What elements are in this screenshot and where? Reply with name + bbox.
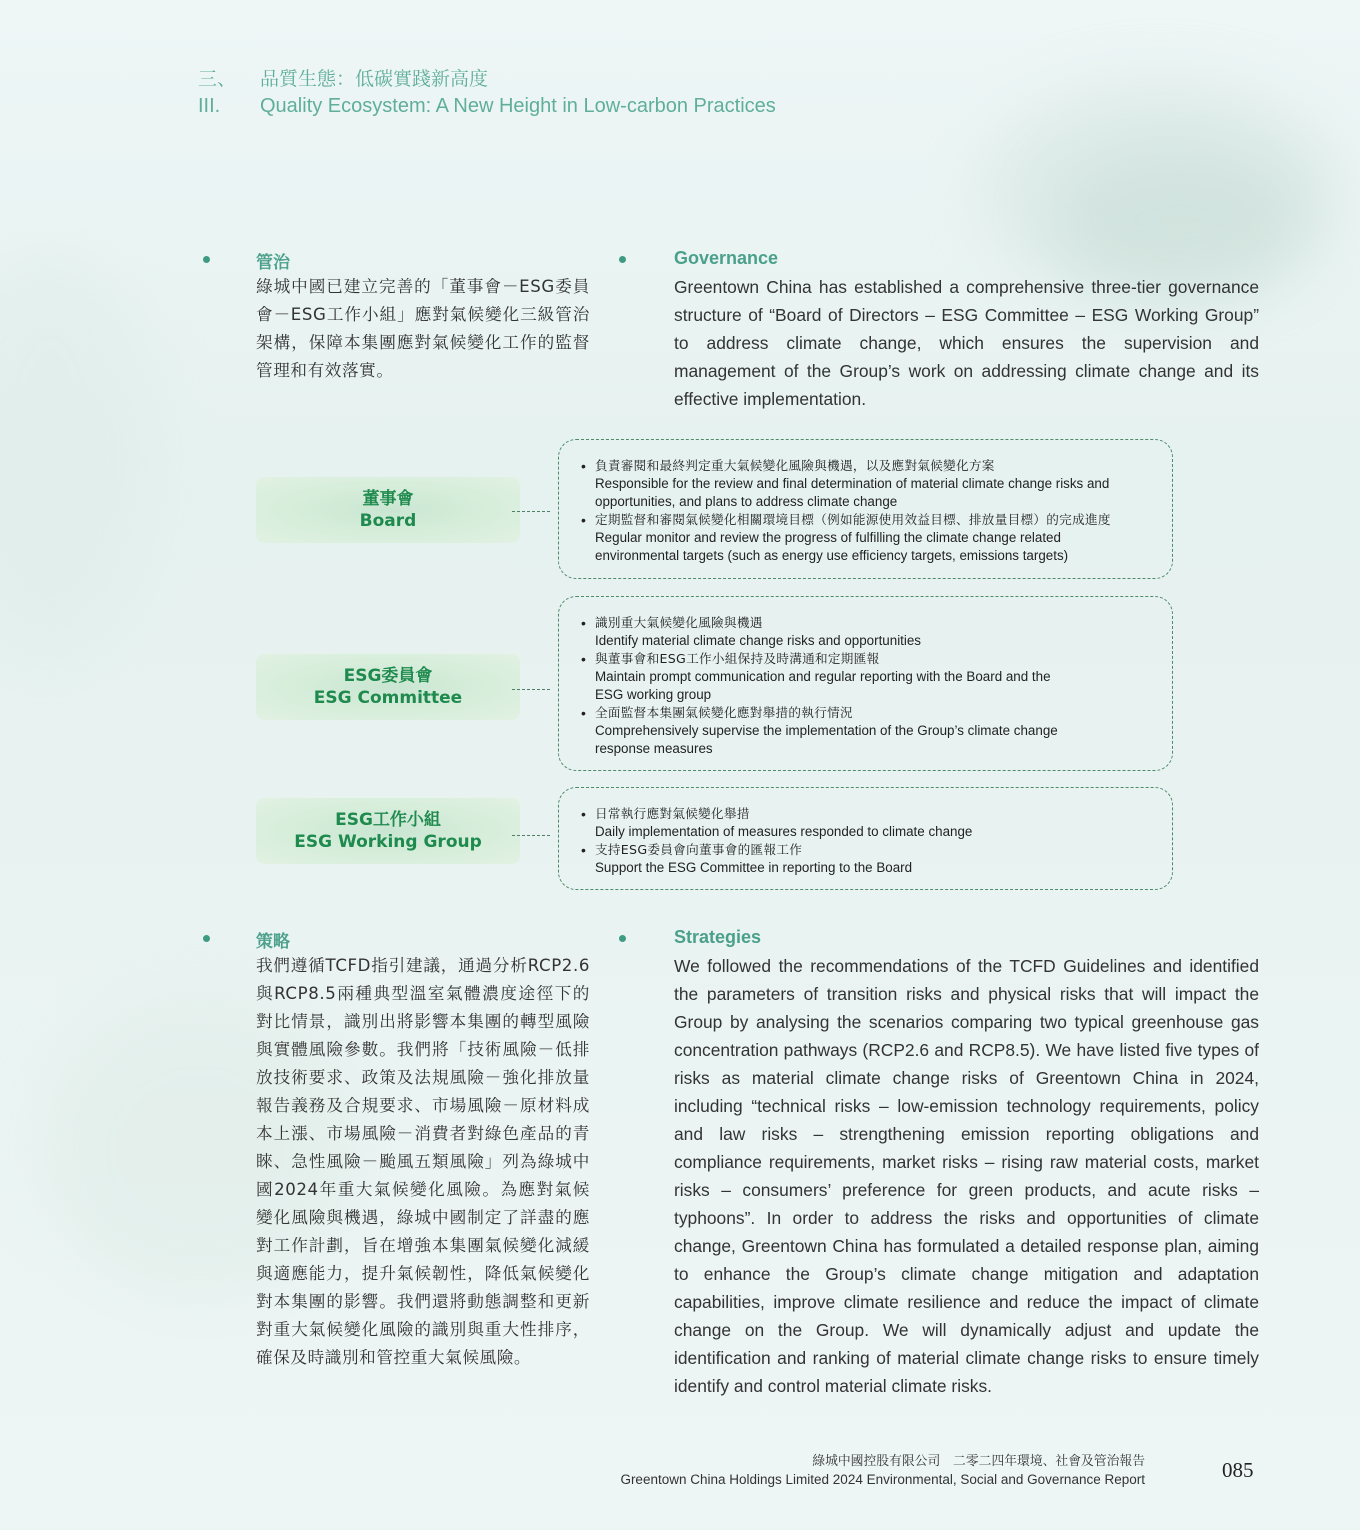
duty-item — [595, 614, 1156, 650]
governance-zh-bullet — [203, 256, 210, 263]
tier-committee-en: ESG Committee — [313, 688, 463, 708]
duty-item — [595, 511, 1156, 565]
tier-committee-pill — [256, 654, 520, 720]
footer-en: Greentown China Holdings Limited 2024 Environmental, Social and Governance Report — [620, 1472, 1145, 1487]
tier-board-pill — [256, 477, 520, 543]
header-en-number: III. — [198, 95, 221, 117]
duty-en: Regular monitor and review the progress of fulfilling the climate change related environmental targets (such as energy use efficiency targets, emissions targets) — [595, 530, 1069, 563]
tier-committee-connector — [512, 689, 550, 690]
strategies-zh-heading: 策略 — [256, 932, 290, 952]
header-zh-row — [198, 64, 776, 91]
tier-working-group-pill — [256, 798, 520, 864]
duty-zh: • 負責審閱和最終判定重大氣候變化風險與機遇，以及應對氣候變化方案 — [595, 458, 995, 473]
duty-item — [595, 841, 1156, 877]
tier-board-en: Board — [359, 511, 417, 531]
header-en-row — [198, 95, 776, 118]
footer-zh: 綠城中國控股有限公司 二零二四年環境、社會及管治報告 — [812, 1454, 1145, 1469]
strategies-en-heading: Strategies — [674, 927, 762, 947]
duty-zh: • 定期監督和審閱氣候變化相關環境目標（例如能源使用效益目標、排放量目標）的完成進度 — [595, 512, 1111, 527]
tier-board-zh: 董事會 — [362, 489, 414, 509]
duty-en: Support the ESG Committee in reporting to the Board — [595, 860, 913, 875]
tier-board-connector — [512, 511, 550, 512]
duty-item — [595, 650, 1156, 704]
tier-committee-zh: ESG委員會 — [343, 666, 433, 686]
duty-en: Daily implementation of measures responded to climate change — [595, 824, 973, 839]
strategies-zh-text: 我們遵循TCFD指引建議，通過分析RCP2.6與RCP8.5兩種典型溫室氣體濃度途徑下的對比情景，識別出將影響本集團的轉型風險與實體風險參數。我們將「技術風險－低排放技術要求、政策及法規風險－強化排放量報告義務及合規要求、市場風險－原材料成本上漲、市場風險－消費者對綠色產品的青睞、急性風險－颱風五類風險」列為綠城中國2024年重大氣候變化風險。為應對氣候變化風險與機遇，綠城中國制定了詳盡的應對工作計劃，旨在增強本集團氣候變化減緩與適應能力，提升氣候韌性，降低氣候變化對本集團的影響。我們還將動態調整和更新對重大氣候變化風險的識別與重大性排序，確保及時識別和管控重大氣候風險。 — [256, 956, 590, 1367]
section-header — [198, 64, 776, 118]
report-footer — [620, 1453, 1145, 1489]
duty-en: Maintain prompt communication and regular reporting with the Board and the ESG working group — [595, 669, 1051, 702]
tier-working-group-zh: ESG工作小組 — [335, 810, 441, 830]
governance-en-bullet — [619, 256, 626, 263]
duty-zh: • 支持ESG委員會向董事會的匯報工作 — [595, 842, 803, 857]
duty-zh: • 與董事會和ESG工作小組保持及時溝通和定期匯報 — [595, 651, 880, 666]
governance-en-heading: Governance — [674, 248, 779, 268]
duty-item — [595, 704, 1156, 758]
header-zh-title: 品質生態：低碳實踐新高度 — [260, 69, 489, 90]
duty-zh: • 全面監督本集團氣候變化應對舉措的執行情況 — [595, 705, 853, 720]
tier-working-group-en: ESG Working Group — [294, 832, 482, 852]
duty-item — [595, 805, 1156, 841]
page-number: 085 — [1222, 1458, 1254, 1482]
governance-en-text: Greentown China has established a comprehensive three-tier governance structure of “Board of Directors – ESG Committee – ESG Working Group” to address climate change, which ensures the supervision and management of the Group’s work on addressing climate change and its effective implementation. — [674, 277, 1259, 409]
duty-en: Comprehensively supervise the implementation of the Group’s climate change response measures — [595, 723, 1058, 756]
governance-zh-text: 綠城中國已建立完善的「董事會－ESG委員會－ESG工作小組」應對氣候變化三級管治架構，保障本集團應對氣候變化工作的監督管理和有效落實。 — [256, 277, 590, 380]
header-zh-number: 三、 — [198, 69, 237, 90]
duty-en: Responsible for the review and final determination of material climate change risks and opportunities, and plans to address climate change — [595, 476, 1110, 509]
tier-working-group-duties — [558, 787, 1173, 890]
tier-committee-duties — [558, 596, 1173, 771]
governance-zh-heading: 管治 — [256, 253, 290, 273]
duty-zh: • 日常執行應對氣候變化舉措 — [595, 806, 750, 821]
strategies-en-bullet — [619, 935, 626, 942]
strategies-zh-bullet — [203, 935, 210, 942]
duty-zh: • 識別重大氣候變化風險與機遇 — [595, 615, 763, 630]
header-en-title: Quality Ecosystem: A New Height in Low-carbon Practices — [260, 95, 776, 117]
tier-working-group-connector — [512, 835, 550, 836]
duty-en: Identify material climate change risks and opportunities — [595, 633, 922, 648]
tier-board-duties — [558, 439, 1173, 579]
strategies-en-text: We followed the recommendations of the TCFD Guidelines and identified the parameters of transition risks and physical risks that will impact the Group by analysing the scenarios comparing two typical greenhouse gas concentration pathways (RCP2.6 and RCP8.5). We have listed five types of risks as material climate change risks of Greentown China in 2024, including “technical risks – low-emission technology requirements, policy and law risks – strengthening emission reporting obligations and compliance requirements, market risks – rising raw material costs, market risks – consumers’ preference for green products, and acute risks – typhoons”. In order to address the risks and opportunities of climate change, Greentown China has formulated a detailed response plan, aiming to enhance the Group’s climate change mitigation and adaptation capabilities, improve climate resilience and reduce the impact of climate change on the Group. We will dynamically adjust and update the identification and ranking of material climate change risks to ensure timely identify and control material climate risks. — [674, 956, 1259, 1396]
background-wash — [0, 260, 160, 660]
duty-item — [595, 457, 1156, 511]
